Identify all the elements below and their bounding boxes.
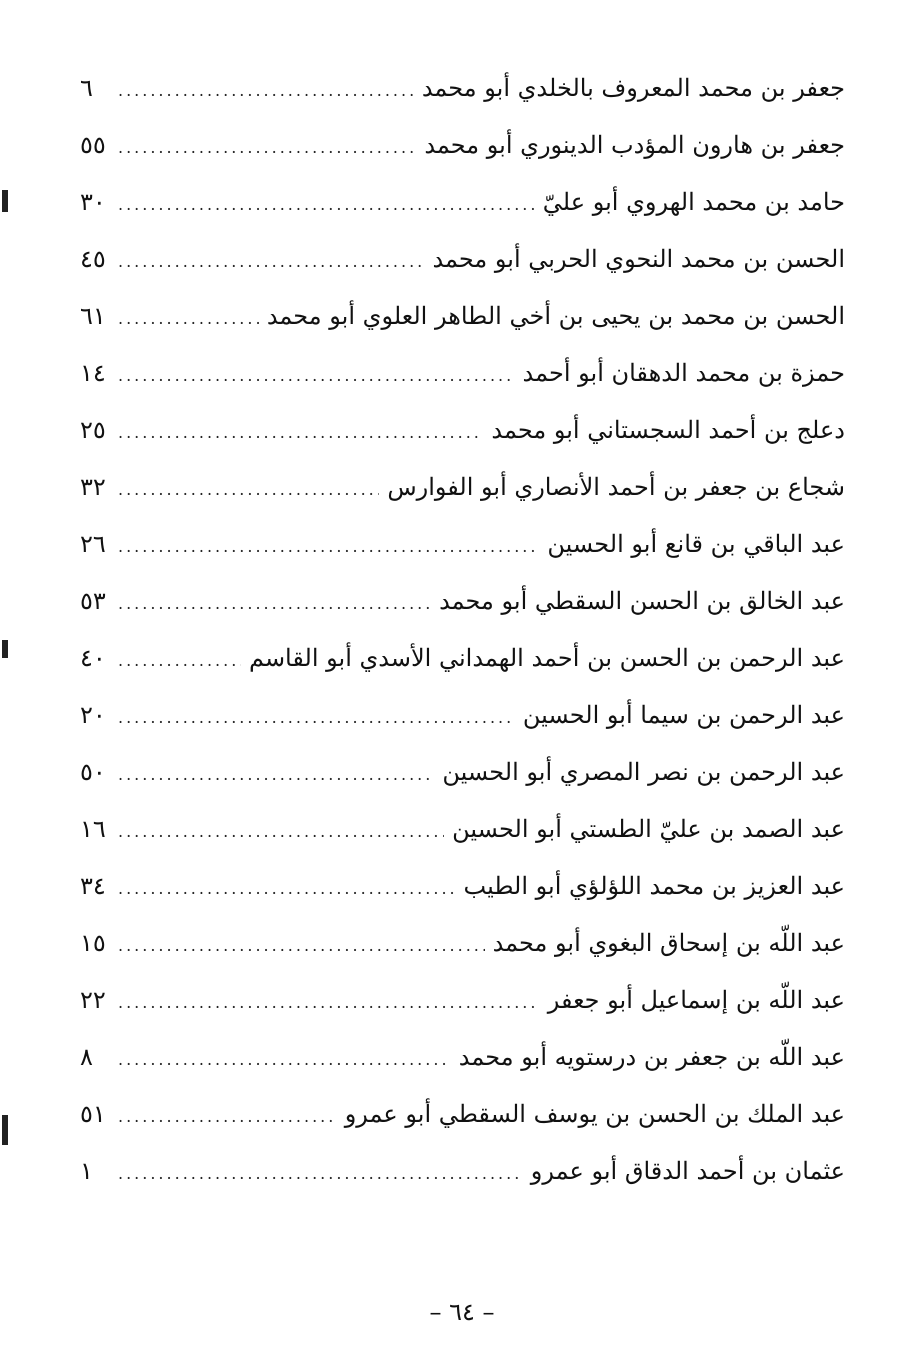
index-entry (80, 915, 845, 972)
dot-leader (118, 461, 379, 518)
entry-name: الحسن بن محمد النحوي الحربي أبو محمد (432, 245, 845, 273)
dot-leader (118, 176, 535, 233)
page-number-footer: – ٦٤ – (429, 1298, 495, 1326)
dot-leader (118, 404, 483, 461)
dot-leader (118, 1031, 451, 1088)
index-entry (80, 459, 845, 516)
dot-leader (118, 62, 414, 119)
entry-page-number: ١٥ (80, 929, 106, 957)
entry-page-number: ٢٥ (80, 416, 106, 444)
dot-leader (118, 347, 515, 404)
entry-page-number: ٥١ (80, 1100, 106, 1128)
index-entry (80, 630, 845, 687)
entry-page-number: ٢٦ (80, 530, 106, 558)
entry-name: عبد الرحمن بن الحسن بن أحمد الهمداني الأسدي أبو القاسم (248, 644, 845, 672)
dot-leader (118, 290, 259, 347)
entry-name: عبد الصمد بن عليّ الطستي أبو الحسين (452, 815, 845, 843)
entry-name: عبد العزيز بن محمد اللؤلؤي أبو الطيب (463, 872, 845, 900)
index-entry (80, 60, 845, 117)
index-entry (80, 801, 845, 858)
entry-page-number: ٦ (80, 74, 93, 102)
index-entry (80, 1029, 845, 1086)
dot-leader (118, 803, 444, 860)
scan-edge-mark (2, 1115, 8, 1145)
dot-leader (118, 632, 241, 689)
scan-edge-mark (2, 190, 8, 212)
entry-page-number: ٤٠ (80, 644, 106, 672)
entry-name: عبد اللّه بن إسحاق البغوي أبو محمد (492, 929, 845, 957)
entry-name: شجاع بن جعفر بن أحمد الأنصاري أبو الفوارس (387, 473, 845, 501)
entry-name: عبد اللّه بن إسماعيل أبو جعفر (547, 986, 845, 1014)
dot-leader (118, 518, 539, 575)
entry-name: عبد الباقي بن قانع أبو الحسين (547, 530, 845, 558)
entry-name: عبد الرحمن بن نصر المصري أبو الحسين (442, 758, 845, 786)
dot-leader (118, 1088, 337, 1145)
index-entry (80, 174, 845, 231)
entry-name: جعفر بن هارون المؤدب الدينوري أبو محمد (424, 131, 845, 159)
index-list (80, 60, 845, 1200)
dot-leader (118, 860, 456, 917)
entry-page-number: ٨ (80, 1043, 93, 1071)
dot-leader (118, 575, 431, 632)
index-entry (80, 117, 845, 174)
entry-name: عبد الخالق بن الحسن السقطي أبو محمد (439, 587, 845, 615)
index-entry (80, 402, 845, 459)
dot-leader (118, 1145, 523, 1202)
dot-leader (118, 119, 416, 176)
entry-name: الحسن بن محمد بن يحيى بن أخي الطاهر العلوي أبو محمد (266, 302, 845, 330)
entry-page-number: ٦١ (80, 302, 106, 330)
entry-page-number: ٣٠ (80, 188, 106, 216)
dot-leader (118, 917, 485, 974)
index-entry (80, 231, 845, 288)
entry-name: عبد الرحمن بن سيما أبو الحسين (522, 701, 845, 729)
entry-name: حمزة بن محمد الدهقان أبو أحمد (522, 359, 845, 387)
entry-name: حامد بن محمد الهروي أبو عليّ (542, 188, 845, 216)
entry-page-number: ٢٢ (80, 986, 106, 1014)
index-entry (80, 516, 845, 573)
index-entry (80, 744, 845, 801)
entry-page-number: ١٦ (80, 815, 106, 843)
entry-page-number: ٣٤ (80, 872, 106, 900)
entry-name: جعفر بن محمد المعروف بالخلدي أبو محمد (421, 74, 845, 102)
index-entry (80, 1143, 845, 1200)
entry-name: دعلج بن أحمد السجستاني أبو محمد (491, 416, 845, 444)
index-entry (80, 972, 845, 1029)
dot-leader (118, 974, 540, 1031)
entry-page-number: ٥٥ (80, 131, 106, 159)
index-entry (80, 573, 845, 630)
index-entry (80, 345, 845, 402)
entry-page-number: ٢٠ (80, 701, 106, 729)
dot-leader (118, 746, 434, 803)
index-entry (80, 858, 845, 915)
entry-page-number: ١٤ (80, 359, 106, 387)
entry-page-number: ٥٣ (80, 587, 106, 615)
entry-page-number: ٣٢ (80, 473, 106, 501)
entry-page-number: ١ (80, 1157, 93, 1185)
entry-page-number: ٥٠ (80, 758, 106, 786)
scan-edge-mark (2, 640, 8, 658)
dot-leader (118, 233, 424, 290)
entry-page-number: ٤٥ (80, 245, 106, 273)
dot-leader (118, 689, 515, 746)
index-entry (80, 288, 845, 345)
index-entry (80, 687, 845, 744)
entry-name: عثمان بن أحمد الدقاق أبو عمرو (530, 1157, 845, 1185)
entry-name: عبد الملك بن الحسن بن يوسف السقطي أبو عمرو (344, 1100, 845, 1128)
index-entry (80, 1086, 845, 1143)
entry-name: عبد اللّه بن جعفر بن درستويه أبو محمد (458, 1043, 845, 1071)
